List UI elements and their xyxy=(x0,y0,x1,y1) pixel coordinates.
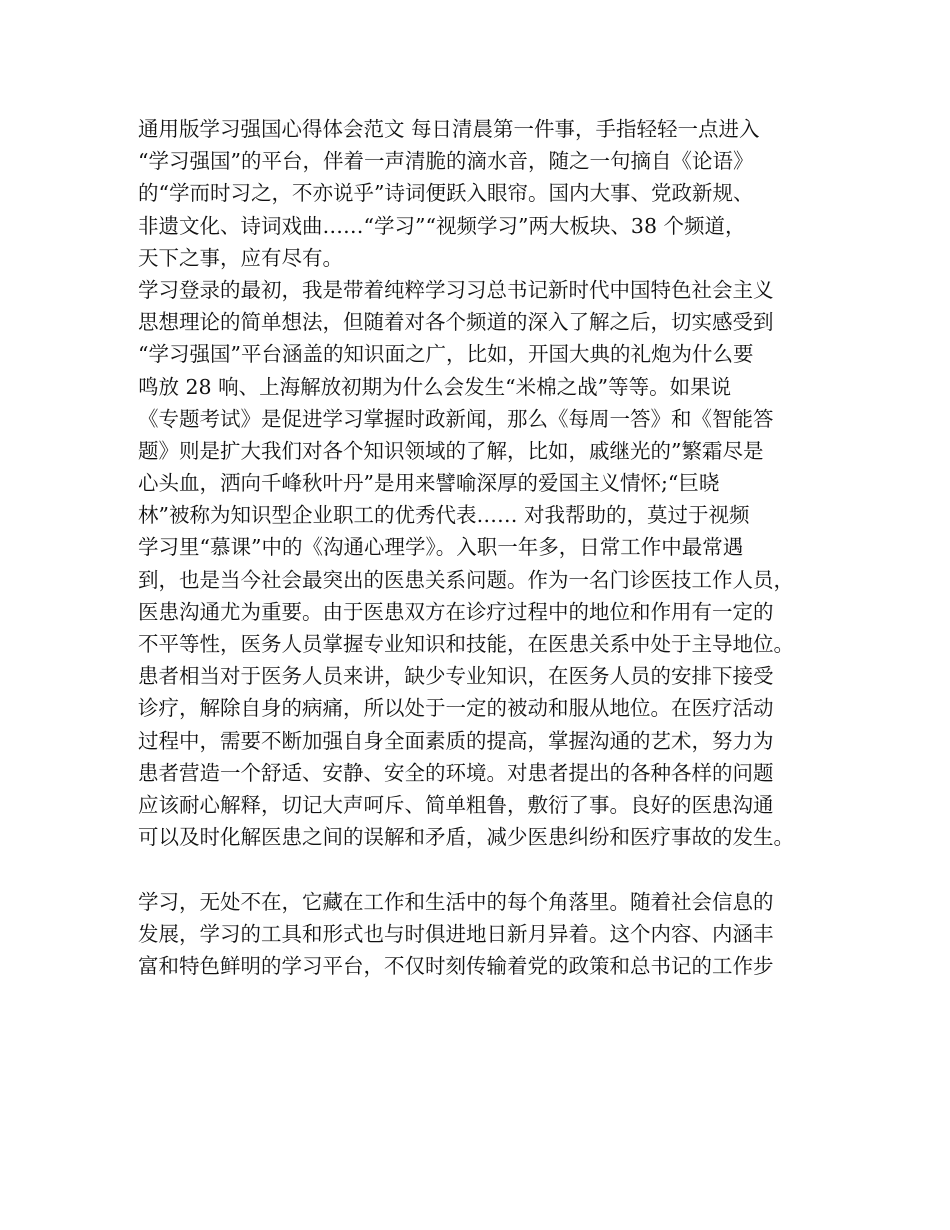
paragraph-gap xyxy=(138,853,828,885)
text-line: 医患沟通尤为重要。由于医患双方在诊疗过程中的地位和作用有一定的 xyxy=(138,599,774,624)
text-line: 发展，学习的工具和形式也与时俱进地日新月异着。这个内容、内涵丰 xyxy=(138,921,774,946)
text-line: 诊疗，解除自身的病痛，所以处于一定的被动和服从地位。在医疗活动 xyxy=(138,696,774,721)
text-line: 思想理论的简单想法，但随着对各个频道的深入了解之后，切实感受到 xyxy=(138,310,774,335)
text-line: 通用版学习强国心得体会范文 每日清晨第一件事，手指轻轻一点进入 xyxy=(138,117,760,141)
text-line: 《专题考试》是促进学习掌握时政新闻，那么《每周一答》和《智能答 xyxy=(138,406,774,431)
text-line: 的“学而时习之，不亦说乎”诗词便跃入眼帘。国内大事、党政新规、 xyxy=(138,181,754,206)
text-line: 到，也是当今社会最突出的医患关系问题。作为一名门诊医技工作人员， xyxy=(138,567,794,592)
text-line: 学习里“慕课”中的《沟通心理学》。入职一年多，日常工作中最常遇 xyxy=(138,535,744,560)
document-page xyxy=(138,113,828,982)
text-line: 可以及时化解医患之间的误解和矛盾，减少医患纠纷和医疗事故的发生。 xyxy=(138,825,794,850)
text-line: 学习登录的最初，我是带着纯粹学习习总书记新时代中国特色社会主义 xyxy=(138,277,774,302)
text-line: 非遗文化、诗词戏曲……“学习”“视频学习”两大板块、38 个频道， xyxy=(138,213,746,238)
text-line: “学习强国”的平台，伴着一声清脆的滴水音，随之一句摘自《论语》 xyxy=(138,149,754,174)
text-line: 学习，无处不在，它藏在工作和生活中的每个角落里。随着社会信息的 xyxy=(138,889,774,914)
text-line: “学习强国”平台涵盖的知识面之广，比如，开国大典的礼炮为什么要 xyxy=(138,342,754,367)
text-line: 患者营造一个舒适、安静、安全的环境。对患者提出的各种各样的问题 xyxy=(138,760,774,785)
text-line: 不平等性，医务人员掌握专业知识和技能，在医患关系中处于主导地位。 xyxy=(138,632,794,656)
text-line: 过程中，需要不断加强自身全面素质的提高，掌握沟通的艺术，努力为 xyxy=(138,728,774,753)
text-line: 林”被称为知识型企业职工的优秀代表…… 对我帮助的，莫过于视频 xyxy=(138,503,750,528)
text-line: 题》则是扩大我们对各个知识领域的了解，比如，戚继光的”繁霜尽是 xyxy=(138,438,764,463)
text-line: 应该耐心解释，切记大声呵斥、简单粗鲁，敷衍了事。良好的医患沟通 xyxy=(138,792,774,817)
text-line: 天下之事，应有尽有。 xyxy=(138,245,343,270)
text-line: 鸣放 28 响、上海解放初期为什么会发生“米棉之战”等等。如果说 xyxy=(138,374,732,399)
text-line: 患者相当对于医务人员来讲，缺少专业知识，在医务人员的安排下接受 xyxy=(138,664,774,689)
text-line: 富和特色鲜明的学习平台，不仅时刻传输着党的政策和总书记的工作步 xyxy=(138,953,774,978)
text-line: 心头血，洒向千峰秋叶丹”是用来譬喻深厚的爱国主义情怀;“巨晓 xyxy=(138,471,720,496)
